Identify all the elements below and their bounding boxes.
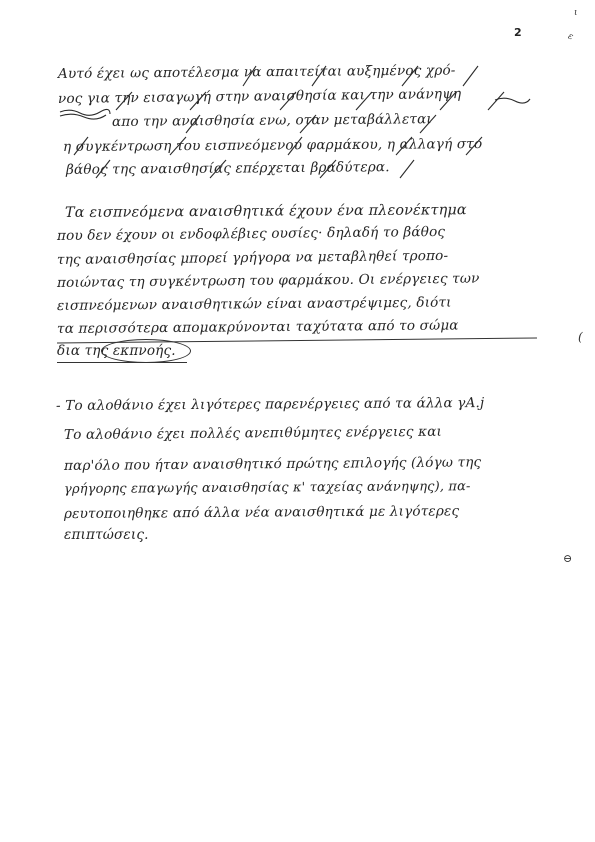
page-number: 2 bbox=[514, 26, 522, 39]
margin-mark-top-2: ε bbox=[566, 31, 575, 43]
paragraph-2-line-2: που δεν έχουν οι ενδοφλέβιες ουσίες· δηλαδή το βάθος bbox=[56, 223, 446, 244]
margin-mark-top-1: ι bbox=[574, 8, 578, 18]
underline-line-7 bbox=[57, 362, 187, 363]
paragraph-3-line-6: επιπτώσεις. bbox=[64, 527, 149, 543]
paragraph-2-line-1: Τα εισπνεόμενα αναισθητικά έχουν ένα πλεονέκτημα bbox=[64, 202, 467, 221]
paragraph-3-line-2: Το αλοθάνιο έχει πολλές ανεπιθύμητες ενέργειες και bbox=[63, 423, 443, 443]
paragraph-3-line-4: γρήγορης επαγωγής αναισθησίας κ' ταχείας ανάνηψης), πα- bbox=[63, 479, 471, 497]
paragraph-3-line-5: ρευτοποιηθηκε από άλλα νέα αναισθητικά με λιγότερες bbox=[63, 503, 460, 522]
paragraph-1-line-4: η συγκέντρωση του εισπνεόμενου φαρμάκου, η αλλαγή στο bbox=[62, 136, 483, 155]
circled-word-ellipse bbox=[101, 339, 191, 363]
paragraph-2-line-7: δια της εκπνοής. bbox=[57, 343, 176, 359]
paragraph-2-line-3: της αναισθησίας μπορεί γρήγορα να μεταβληθεί τροπο- bbox=[56, 247, 449, 268]
margin-mark-middle: ( bbox=[578, 330, 583, 344]
paragraph-2-line-5: εισπνεόμενων αναισθητικών είναι αναστρέψιμες, διότι bbox=[56, 294, 452, 314]
paragraph-2-line-6: τα περισσότερα απομακρύνονται ταχύτατα από το σώμα bbox=[56, 317, 459, 337]
paragraph-3-line-3: παρ'όλο που ήταν αναισθητικό πρώτης επιλογής (λόγω της bbox=[63, 454, 482, 474]
paragraph-1-line-1: Αυτό έχει ως αποτέλεσμα να απαιτείται αυξημένος χρό- bbox=[57, 62, 456, 82]
paragraph-1-line-3: απο την αναισθησία ενω, οταν μεταβάλλεται bbox=[111, 111, 432, 130]
paragraph-2-line-4: ποιώντας τη συγκέντρωση του φαρμάκου. Οι ενέργειες των bbox=[56, 270, 480, 291]
paragraph-1-line-5: βάθος της αναισθησίας επέρχεται βραδύτερα. bbox=[65, 159, 390, 178]
margin-mark-bottom: ⊖ bbox=[563, 552, 573, 565]
paragraph-3-line-1: - Το αλοθάνιο έχει λιγότερες παρενέργειες από τα άλλα γΑ.j bbox=[55, 395, 485, 414]
paragraph-1-line-2: νος για την εισαγωγή στην αναισθησία και την ανάνηψη bbox=[57, 86, 462, 107]
